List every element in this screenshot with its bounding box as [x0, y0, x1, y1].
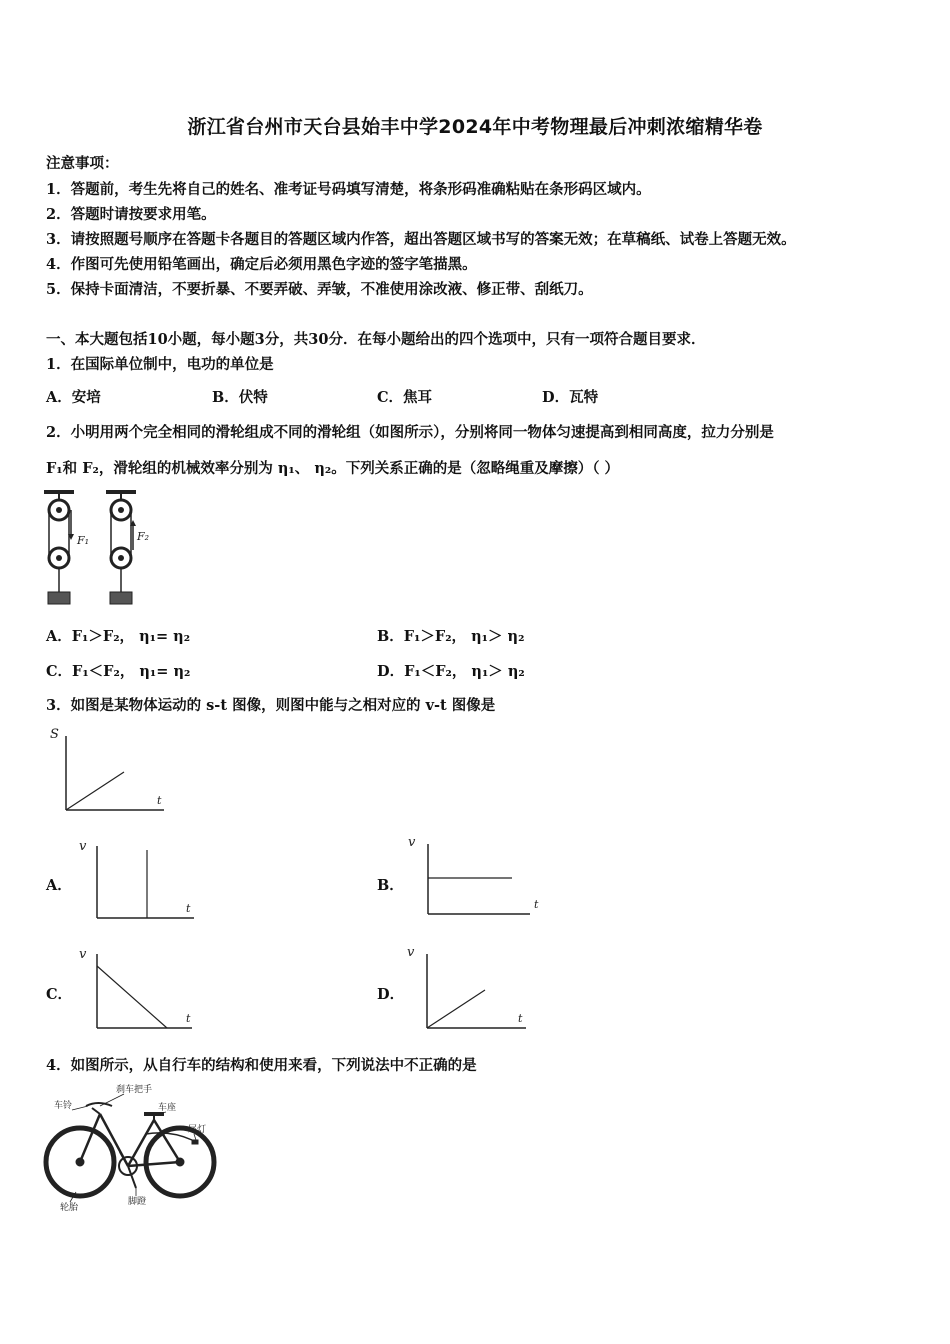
v-t-graph-b[interactable]: [404, 830, 544, 922]
s-t-line: [66, 772, 124, 810]
bicycle-figure: [42, 1080, 222, 1214]
v-axis-label: v: [407, 945, 415, 960]
s-axis-label: S: [50, 727, 59, 742]
label-seat: 车座: [158, 1103, 177, 1113]
label-pedal: 脚蹬: [128, 1197, 147, 1207]
page-title: 浙江省台州市天台县始丰中学2024年中考物理最后冲刺浓缩精华卷: [187, 116, 763, 138]
q3-option-a[interactable]: A．: [46, 877, 72, 894]
label-tire: 轮胎: [60, 1203, 79, 1213]
label-brake-lever: 刹车把手: [116, 1085, 153, 1095]
question-3-stem: 3．如图是某物体运动的 s-t 图像，则图中能与之相对应的 v-t 图像是: [46, 697, 496, 714]
s-t-graph: [44, 722, 174, 822]
question-2-stem-line2: F₁和 F₂，滑轮组的机械效率分别为 η₁、 η₂。下列关系正确的是（忽略绳重及摩擦）（ ）: [46, 460, 620, 477]
label-bell: 车铃: [54, 1101, 73, 1111]
pulley-figure: [40, 488, 160, 610]
q1-option-a[interactable]: A．安培: [46, 389, 101, 406]
q2-option-b[interactable]: B．F₁＞F₂， η₁＞ η₂: [377, 628, 525, 645]
t-axis-label: t: [534, 898, 539, 911]
v-axis-label: v: [79, 839, 87, 854]
ceiling-2: [106, 490, 136, 494]
q1-option-c[interactable]: C．焦耳: [377, 389, 433, 406]
q1-option-b[interactable]: B．伏特: [212, 389, 268, 406]
notice-item: 3．请按照题号顺序在答题卡各题目的答题区域内作答，超出答题区域书写的答案无效；在草稿纸、试卷上答题无效。: [46, 231, 796, 248]
force-label-f1: F₁: [77, 534, 90, 547]
force-label-f2: F₂: [137, 530, 150, 543]
label-tail-light: 尾灯: [188, 1125, 207, 1135]
notice-item: 2．答题时请按要求用笔。: [46, 206, 216, 223]
v-t-graph-d[interactable]: [404, 940, 534, 1032]
v-axis-label: v: [408, 835, 416, 850]
notice-item: 4．作图可先使用铅笔画出，确定后必须用黑色字迹的签字笔描黑。: [46, 256, 477, 273]
q3-option-c[interactable]: C．: [46, 986, 73, 1003]
question-2-stem-line1: 2．小明用两个完全相同的滑轮组成不同的滑轮组（如图所示），分别将同一物体匀速提高到相同高度，拉力分别是: [46, 424, 774, 441]
question-4-stem: 4．如图所示，从自行车的结构和使用来看，下列说法中不正确的是: [46, 1057, 477, 1074]
t-axis-label: t: [186, 1012, 191, 1025]
pulley-system-2: [110, 494, 136, 604]
ceiling-1: [44, 490, 74, 494]
v-t-graph-a[interactable]: [74, 832, 204, 924]
notice-item: 5．保持卡面清洁，不要折暴、不要弄破、弄皱，不准使用涂改液、修正带、刮纸刀。: [46, 281, 593, 298]
pulley-system-1: [48, 494, 74, 604]
notice-item: 1．答题前，考生先将自己的姓名、准考证号码填写清楚，将条形码准确粘贴在条形码区域内。: [46, 181, 651, 198]
section-heading: 一、本大题包括10小题，每小题3分，共30分．在每小题给出的四个选项中，只有一项符合题目要求．: [46, 331, 706, 348]
t-axis-label: t: [186, 902, 191, 915]
question-1-stem: 1．在国际单位制中，电功的单位是: [46, 356, 274, 373]
t-axis-label: t: [157, 794, 162, 807]
q2-option-d[interactable]: D．F₁＜F₂， η₁＞ η₂: [377, 663, 525, 680]
v-axis-label: v: [79, 947, 87, 962]
v-t-graph-c[interactable]: [74, 940, 204, 1032]
t-axis-label: t: [518, 1012, 523, 1025]
q3-option-d[interactable]: D．: [377, 986, 405, 1003]
q1-option-d[interactable]: D．瓦特: [542, 389, 599, 406]
notice-heading: 注意事项：: [46, 155, 119, 172]
q3-option-b[interactable]: B．: [377, 877, 404, 894]
q2-option-c[interactable]: C．F₁＜F₂， η₁= η₂: [46, 663, 191, 680]
q2-option-a[interactable]: A．F₁＞F₂， η₁= η₂: [46, 628, 191, 645]
